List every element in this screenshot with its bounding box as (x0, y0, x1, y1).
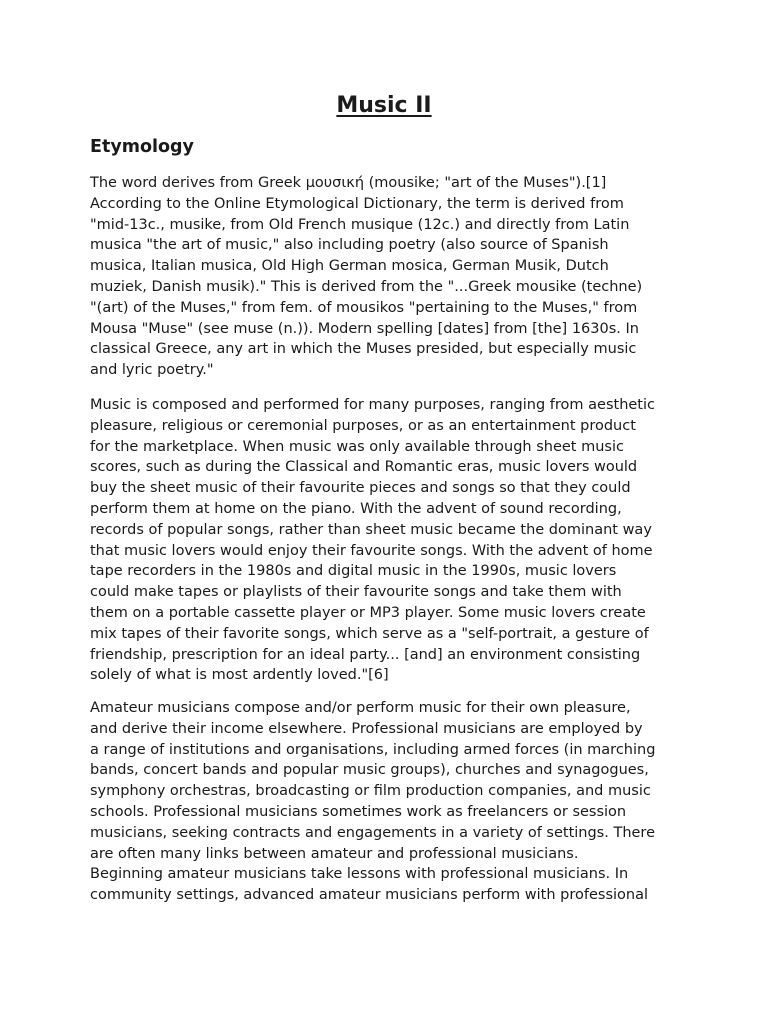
paragraph-line: solely of what is most ardently loved."[6] (90, 667, 389, 684)
paragraph-line: a range of institutions and organisations, including armed forces (in marching (90, 741, 656, 758)
paragraph-line: for the marketplace. When music was only available through sheet music (90, 438, 624, 455)
paragraph-line: symphony orchestras, broadcasting or film production companies, and music (90, 783, 651, 800)
paragraph-line: records of popular songs, rather than sheet music became the dominant way (90, 521, 652, 538)
paragraph-line: Amateur musicians compose and/or perform music for their own pleasure, (90, 700, 631, 716)
paragraph-line: buy the sheet music of their favourite pieces and songs so that they could (90, 480, 631, 497)
paragraph-line: are often many links between amateur and professional musicians. (90, 845, 579, 862)
paragraph-line: The word derives from Greek μουσική (mousike; "art of the Muses").[1] (90, 175, 607, 191)
document-title: Music II (336, 93, 432, 118)
paragraph-line: could make tapes or playlists of their favourite songs and take them with (90, 584, 622, 601)
paragraph-line: Beginning amateur musicians take lessons with professional musicians. In (90, 866, 629, 883)
paragraph-amateur-professional (90, 698, 690, 906)
paragraph-line: friendship, prescription for an ideal party... [and] an environment consisting (90, 646, 641, 663)
paragraph-line: mix tapes of their favorite songs, which serve as a "self-portrait, a gesture of (90, 625, 649, 642)
paragraph-line: According to the Online Etymological Dictionary, the term is derived from (90, 195, 624, 212)
paragraph-line: musica, Italian musica, Old High German mosica, German Musik, Dutch (90, 258, 609, 275)
paragraph-line: pleasure, religious or ceremonial purposes, or as an entertainment product (90, 417, 636, 434)
paragraph-line: them on a portable cassette player or MP3 player. Some music lovers create (90, 604, 646, 621)
paragraph-line: schools. Professional musicians sometimes work as freelancers or session (90, 803, 627, 820)
paragraph-line: scores, such as during the Classical and Romantic eras, music lovers would (90, 459, 638, 476)
paragraph-line: bands, concert bands and popular music groups), churches and synagogues, (90, 762, 649, 779)
paragraph-line: tape recorders in the 1980s and digital music in the 1990s, music lovers (90, 563, 617, 580)
paragraph-line: musica "the art of music," also including poetry (also source of Spanish (90, 237, 609, 254)
paragraph-purposes (90, 395, 690, 686)
paragraph-line: that music lovers would enjoy their favourite songs. With the advent of home (90, 542, 653, 559)
paragraph-line: community settings, advanced amateur musicians perform with professional (90, 887, 649, 904)
paragraph-line: perform them at home on the piano. With the advent of sound recording, (90, 500, 622, 517)
paragraph-line: Music is composed and performed for many purposes, ranging from aesthetic (90, 397, 655, 413)
paragraph-line: and derive their income elsewhere. Professional musicians are employed by (90, 720, 643, 737)
paragraph-line: musicians, seeking contracts and engagements in a variety of settings. There (90, 824, 655, 841)
section-heading-etymology: Etymology (90, 137, 194, 157)
paragraph-line: and lyric poetry." (90, 362, 214, 379)
paragraph-line: classical Greece, any art in which the Muses presided, but especially music (90, 341, 637, 358)
paragraph-etymology (90, 173, 690, 381)
paragraph-line: Mousa "Muse" (see muse (n.)). Modern spelling [dates] from [the] 1630s. In (90, 320, 639, 337)
paragraph-line: "mid-13c., musike, from Old French musique (12c.) and directly from Latin (90, 216, 630, 233)
paragraph-line: "(art) of the Muses," from fem. of mousikos "pertaining to the Muses," from (90, 299, 638, 316)
paragraph-line: muziek, Danish musik)." This is derived from the "...Greek mousike (techne) (90, 278, 643, 295)
